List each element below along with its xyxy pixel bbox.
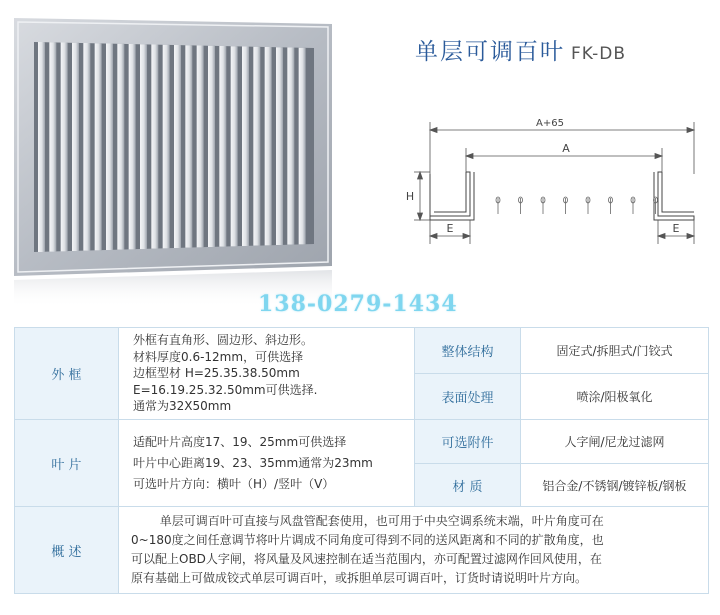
product-photo bbox=[14, 18, 340, 308]
dim-h-label: H bbox=[405, 190, 415, 203]
accessory-label: 可选附件 bbox=[415, 420, 521, 464]
overview-line: 0~180度之间任意调节将叶片调成不同角度可得到不同的送风距离和不同的扩散角度，也 bbox=[131, 533, 604, 547]
material-label: 材 质 bbox=[415, 464, 521, 507]
frame-label: 外 框 bbox=[15, 328, 119, 420]
blade-line: 可选叶片方向：横叶（H）/竖叶（V） bbox=[133, 476, 335, 491]
overview-label: 概 述 bbox=[15, 507, 119, 594]
material-value: 铝合金/不锈钢/镀锌板/钢板 bbox=[521, 464, 709, 507]
louver-blade bbox=[83, 43, 90, 251]
louver-blade bbox=[38, 42, 45, 252]
louver-blade bbox=[95, 43, 102, 250]
dim-e-left-label: E bbox=[446, 222, 454, 235]
structure-label: 整体结构 bbox=[415, 328, 521, 374]
dim-e-right-label: E bbox=[672, 222, 680, 235]
dim-a-label: A bbox=[562, 142, 570, 155]
louver-blade bbox=[117, 44, 124, 250]
frame-line: 通常为32X50mm bbox=[133, 399, 232, 414]
product-name: 单层可调百叶 bbox=[415, 39, 565, 65]
frame-line: 外框有直角形、圆边形、斜边形。 bbox=[133, 333, 314, 348]
accessory-value: 人字闸/尼龙过滤网 bbox=[521, 420, 709, 464]
frame-desc bbox=[119, 328, 415, 420]
louver-blade bbox=[151, 45, 158, 249]
spec-row-structure bbox=[15, 328, 709, 374]
blade-sections bbox=[496, 197, 658, 214]
louver-blade bbox=[265, 47, 272, 245]
frame-line: E=16.19.25.32.50mm可供选择. bbox=[133, 382, 318, 397]
surface-label: 表面处理 bbox=[415, 374, 521, 420]
louver-blade bbox=[174, 45, 181, 248]
overview-desc bbox=[119, 507, 709, 594]
louver-blade bbox=[276, 47, 283, 245]
product-model: FK-DB bbox=[571, 44, 627, 64]
louver-grille-image bbox=[14, 18, 340, 308]
blade-desc bbox=[119, 420, 415, 507]
overview-line: 原有基础上可做成铰式单层可调百叶，或拆胆单层可调百叶，订货时请说明叶片方向。 bbox=[131, 571, 588, 585]
overview-line: 可以配上OBD人字闸，将风量及风速控制在适当范围内，亦可配置过滤网作回风使用，在 bbox=[131, 552, 602, 566]
louver-blade bbox=[242, 47, 249, 247]
louver-blade bbox=[129, 44, 136, 249]
louver-blade bbox=[49, 42, 56, 251]
structure-value: 固定式/拆胆式/门铰式 bbox=[521, 328, 709, 374]
technical-drawing bbox=[400, 108, 710, 248]
louver-blade bbox=[208, 46, 215, 247]
frame-line: 材料厚度0.6-12mm，可供选择 bbox=[133, 349, 304, 364]
overview-line: 单层可调百叶可直接与风盘管配套使用，也可用于中央空调系统末端，叶片角度可在 bbox=[159, 514, 604, 528]
phone-number: 138-0279-1434 bbox=[258, 291, 458, 317]
louver-blade bbox=[185, 45, 192, 247]
frame-line: 边框型材 H=25.35.38.50mm bbox=[133, 366, 300, 381]
louver-blade bbox=[231, 46, 238, 246]
spec-row-accessory bbox=[15, 420, 709, 464]
blade-label: 叶 片 bbox=[15, 420, 119, 507]
louver-blade bbox=[106, 44, 113, 251]
louver-blade bbox=[163, 45, 170, 249]
dim-a-plus-label: A+65 bbox=[536, 118, 564, 129]
spec-row-overview bbox=[15, 507, 709, 594]
louver-blade bbox=[197, 46, 204, 248]
louver-blade bbox=[61, 43, 68, 252]
blade-line: 适配叶片高度17、19、25mm可供选择 bbox=[133, 434, 347, 449]
product-title bbox=[415, 33, 626, 66]
louver-blade bbox=[219, 46, 226, 247]
louver-blade bbox=[253, 47, 260, 246]
louver-blade bbox=[72, 43, 79, 251]
spec-table bbox=[14, 327, 709, 594]
louver-blade bbox=[299, 48, 306, 245]
blade-line: 叶片中心距离19、23、35mm通常为23mm bbox=[133, 455, 373, 470]
louver-blade bbox=[140, 44, 147, 249]
surface-value: 喷涂/阳极氧化 bbox=[521, 374, 709, 420]
louver-blade bbox=[287, 48, 294, 245]
